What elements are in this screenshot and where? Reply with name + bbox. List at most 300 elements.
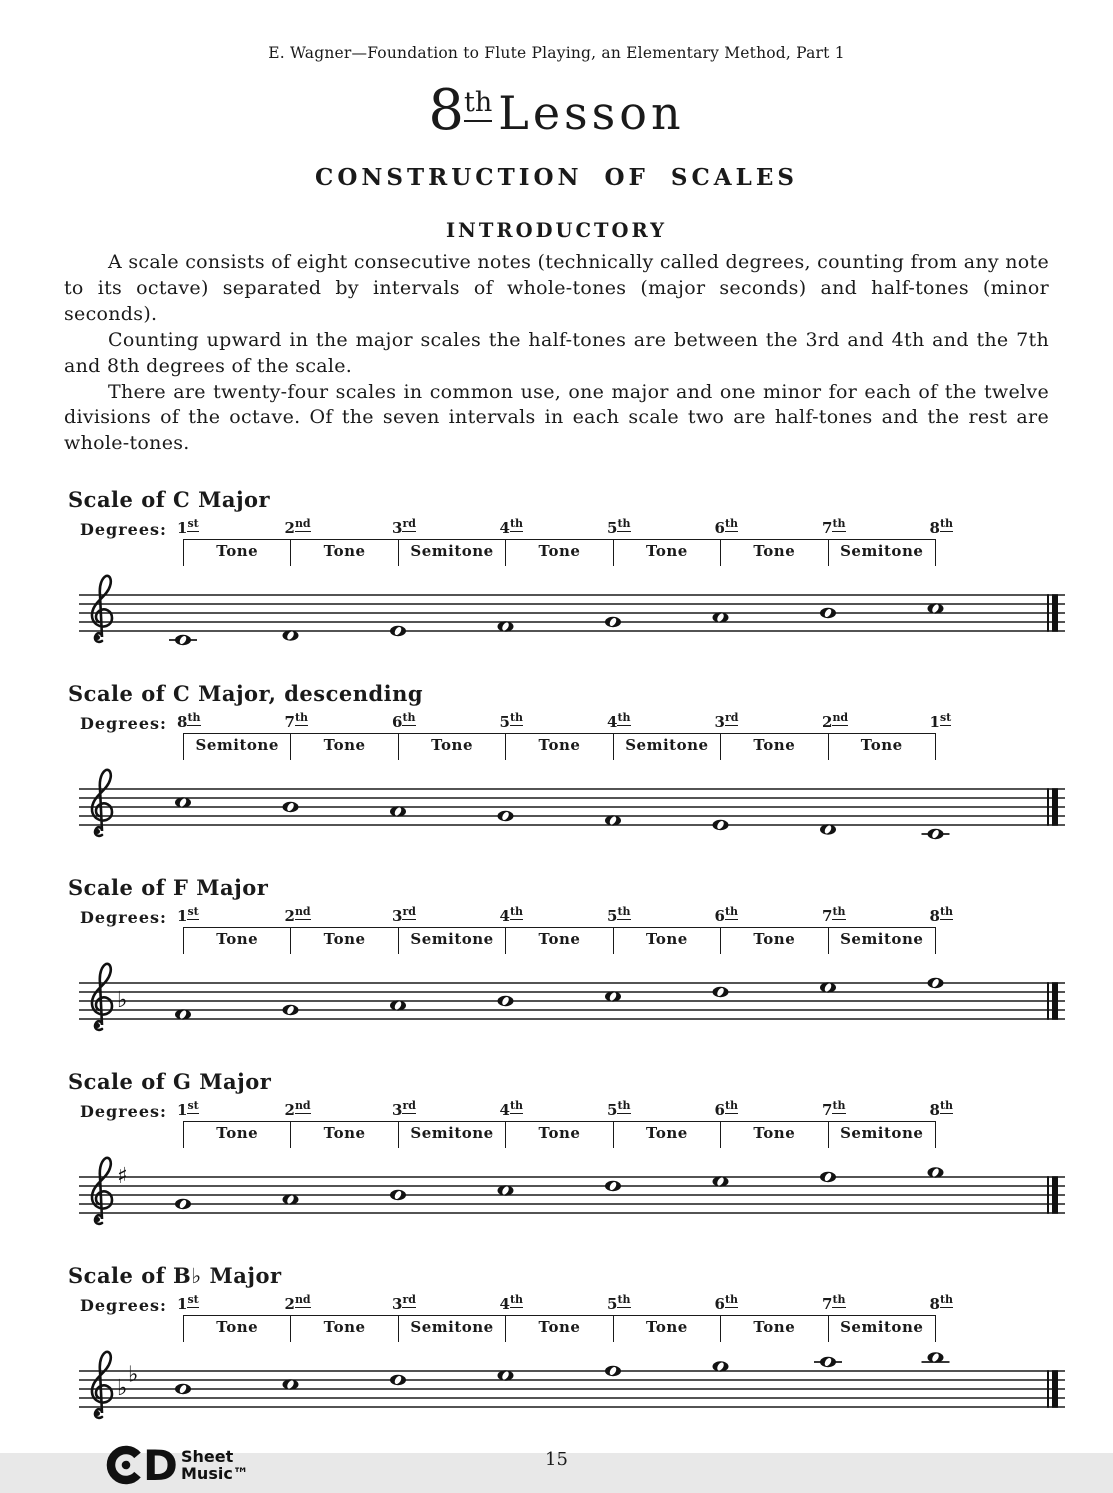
whole-note: [928, 1167, 944, 1177]
lesson-title: [64, 78, 1049, 143]
degree-number: 3: [714, 713, 725, 732]
introductory-heading: INTRODUCTORY: [445, 219, 668, 243]
degree-number: 1: [929, 713, 940, 732]
whole-note: [175, 797, 191, 807]
whole-note: [498, 811, 514, 821]
running-header: E. Wagner—Foundation to Flute Playing, an Elementary Method, Part 1: [268, 44, 845, 62]
interval-label: Semitone: [625, 736, 709, 755]
interval-label: Tone: [538, 930, 581, 949]
degree-suffix: th: [617, 1099, 631, 1113]
interval-cell: [828, 734, 936, 760]
degree-ordinal: [285, 518, 311, 537]
whole-note: [283, 1005, 299, 1015]
lesson-ordinal-suffix: th: [464, 87, 492, 122]
staff: [73, 1153, 1073, 1241]
logo-line2: Music™: [181, 1464, 249, 1484]
degree-ordinals: [177, 1293, 954, 1315]
degrees-row: [177, 711, 952, 760]
interval-label: Tone: [323, 1124, 366, 1143]
degree-ordinal: [715, 518, 739, 537]
interval-cell: [505, 928, 612, 954]
whole-note: [175, 1199, 191, 1209]
degree-ordinal: [392, 1100, 416, 1119]
interval-label: Tone: [323, 542, 366, 561]
degree-number: 1: [177, 519, 188, 538]
interval-label: Semitone: [410, 542, 494, 561]
degree-number: 3: [392, 519, 403, 538]
degree-number: 7: [822, 1295, 833, 1314]
degree-number: 7: [284, 713, 295, 732]
degree-suffix: th: [509, 517, 524, 531]
whole-note: [713, 1176, 729, 1186]
key-signature-accidental: ♭: [128, 1362, 139, 1388]
paragraph: Counting upward in the major scales the half-tones are between the 3rd and 4th and the 7th and 8th degrees of the scale.: [64, 328, 1049, 377]
whole-note: [390, 1190, 406, 1200]
degree-ordinal: [500, 1294, 524, 1313]
page-subtitle: CONSTRUCTION OF SCALES: [315, 164, 798, 192]
degree-number: 3: [392, 1295, 403, 1314]
degree-number: 4: [499, 1295, 510, 1314]
degree-number: 2: [284, 519, 295, 538]
whole-note: [922, 829, 950, 839]
degree-number: 8: [177, 713, 188, 732]
degree-number: 6: [714, 1101, 725, 1120]
degree-suffix: th: [832, 1293, 846, 1307]
degree-ordinals: [177, 517, 954, 539]
degree-number: 4: [499, 907, 510, 926]
whole-note: [820, 982, 836, 992]
interval-cell: [183, 1316, 290, 1342]
degree-ordinal: [715, 712, 739, 731]
degree-suffix: th: [509, 711, 524, 725]
whole-note: [283, 630, 299, 640]
degree-number: 5: [499, 713, 510, 732]
interval-cell: [720, 540, 827, 566]
degree-number: 5: [607, 1101, 618, 1120]
interval-cell: [613, 734, 720, 760]
interval-cell: [290, 1122, 397, 1148]
interval-cell: [183, 1122, 290, 1148]
whole-note: [498, 621, 514, 631]
whole-note: [713, 1361, 729, 1371]
scale-section: [64, 487, 1049, 659]
interval-label: Tone: [216, 542, 259, 561]
interval-cell: [720, 1316, 827, 1342]
degree-suffix: th: [509, 905, 524, 919]
degree-ordinal: [607, 906, 631, 925]
interval-label: Tone: [323, 1318, 366, 1337]
whole-note: [605, 1366, 621, 1376]
paragraph: A scale consists of eight consecutive notes (technically called degrees, counting from any note to its octave) separated by intervals of whole-tones (major seconds) and half-tones (minor seconds).: [64, 251, 1049, 326]
degree-ordinal: [930, 518, 954, 537]
scales-area: [64, 487, 1049, 1435]
staff-lines: [79, 1371, 1065, 1407]
interval-cell: [613, 1122, 720, 1148]
interval-label: Tone: [216, 1318, 259, 1337]
degree-ordinal: [177, 1294, 199, 1313]
logo-line1: Sheet: [181, 1447, 234, 1467]
degree-suffix: st: [187, 1099, 199, 1113]
interval-label: Tone: [431, 736, 473, 755]
whole-note: [498, 1185, 514, 1195]
staff: [73, 959, 1073, 1047]
degree-suffix: th: [509, 1099, 524, 1113]
degree-ordinal: [177, 712, 201, 731]
degree-suffix: th: [724, 905, 739, 919]
whole-note: [820, 608, 836, 618]
whole-note: [605, 617, 621, 627]
degrees-label: Degrees:: [80, 908, 167, 928]
whole-note: [283, 802, 299, 812]
degree-ordinal: [285, 906, 311, 925]
degree-ordinal: [500, 906, 524, 925]
degree-ordinal: [392, 1294, 416, 1313]
whole-note: [713, 987, 729, 997]
interval-label: Semitone: [840, 930, 924, 949]
whole-note: [498, 1370, 514, 1380]
interval-cell: [398, 734, 505, 760]
interval-cell: [398, 1316, 505, 1342]
interval-bracket: [183, 539, 936, 566]
degrees-row: [177, 1293, 954, 1342]
degree-ordinal: [392, 712, 416, 731]
interval-cell: [183, 734, 290, 760]
degrees-row: [177, 517, 954, 566]
interval-label: Tone: [645, 1124, 688, 1143]
page-number: 15: [545, 1449, 568, 1471]
degree-number: 2: [822, 713, 833, 732]
degree-number: 2: [284, 1101, 295, 1120]
degree-number: 5: [607, 1295, 618, 1314]
interval-label: Tone: [645, 1318, 688, 1337]
interval-label: Tone: [645, 542, 688, 561]
interval-label: Tone: [538, 1318, 581, 1337]
interval-label: Semitone: [410, 1124, 494, 1143]
whole-note: [713, 820, 729, 830]
degree-ordinal: [392, 906, 416, 925]
degree-suffix: rd: [402, 1293, 416, 1307]
treble-clef-icon: [92, 770, 112, 836]
whole-note: [390, 806, 406, 816]
degree-ordinal: [930, 1100, 954, 1119]
degree-number: 3: [392, 907, 403, 926]
degree-ordinal: [177, 518, 199, 537]
degree-suffix: nd: [294, 517, 311, 531]
degree-suffix: th: [617, 1293, 631, 1307]
staff-lines: [79, 789, 1065, 825]
degree-suffix: rd: [724, 711, 739, 725]
whole-note: [814, 1357, 842, 1367]
interval-cell: [828, 1122, 936, 1148]
scale-section: [64, 1069, 1049, 1241]
degree-suffix: th: [832, 517, 846, 531]
interval-label: Tone: [538, 736, 581, 755]
interval-cell: [290, 540, 397, 566]
whole-note: [169, 635, 197, 645]
degree-suffix: th: [509, 1293, 524, 1307]
degrees-label: Degrees:: [80, 1102, 167, 1122]
degree-ordinals: [177, 905, 954, 927]
scale-title: Scale of B♭ Major: [68, 1263, 282, 1289]
degree-suffix: th: [832, 905, 846, 919]
degree-suffix: st: [939, 711, 952, 725]
degree-number: 7: [822, 1101, 833, 1120]
treble-clef-icon: [92, 1158, 112, 1224]
interval-cell: [720, 734, 827, 760]
staff-lines: [79, 1177, 1065, 1213]
degree-suffix: th: [939, 905, 954, 919]
whole-note: [605, 815, 621, 825]
interval-label: Tone: [538, 1124, 581, 1143]
degree-suffix: th: [617, 905, 631, 919]
degree-suffix: th: [617, 517, 631, 531]
degree-suffix: st: [187, 1293, 199, 1307]
degree-ordinal: [285, 1100, 311, 1119]
whole-note: [713, 612, 729, 622]
whole-note: [928, 603, 944, 613]
degree-ordinal: [607, 712, 631, 731]
degree-suffix: th: [724, 1293, 739, 1307]
interval-cell: [505, 1316, 612, 1342]
scale-title: Scale of G Major: [68, 1069, 272, 1095]
degree-suffix: th: [294, 711, 309, 725]
degree-number: 7: [822, 907, 833, 926]
degree-suffix: rd: [402, 905, 416, 919]
interval-label: Tone: [538, 542, 581, 561]
key-signature-accidental: ♯: [117, 1164, 128, 1190]
staff-lines: [79, 595, 1065, 631]
scale-section: [64, 1263, 1049, 1435]
degree-suffix: st: [187, 517, 199, 531]
interval-label: Tone: [753, 930, 796, 949]
degree-suffix: th: [617, 711, 631, 725]
degree-suffix: th: [939, 517, 954, 531]
whole-note: [283, 1379, 299, 1389]
degree-number: 6: [714, 907, 725, 926]
whole-note: [922, 1352, 950, 1362]
degree-suffix: th: [724, 1099, 739, 1113]
degree-number: 3: [392, 1101, 403, 1120]
interval-cell: [398, 540, 505, 566]
degree-ordinal: [822, 906, 846, 925]
degree-ordinal: [607, 1100, 631, 1119]
interval-cell: [828, 1316, 936, 1342]
degree-number: 6: [714, 519, 725, 538]
whole-note: [498, 996, 514, 1006]
introductory-text: [64, 250, 1049, 457]
interval-label: Tone: [216, 1124, 259, 1143]
degrees-label: Degrees:: [80, 714, 167, 734]
degree-number: 2: [284, 907, 295, 926]
interval-label: Tone: [645, 930, 688, 949]
interval-bracket: [183, 733, 936, 760]
whole-note: [390, 1375, 406, 1385]
degree-number: 8: [929, 519, 940, 538]
degree-number: 4: [499, 1101, 510, 1120]
degree-ordinal: [715, 906, 739, 925]
paragraph: There are twenty-four scales in common use, one major and one minor for each of the twelve divisions of the octave. Of the seven intervals in each scale two are half-tones and the rest are whole-tones.: [64, 380, 1049, 455]
degree-number: 6: [714, 1295, 725, 1314]
whole-note: [390, 626, 406, 636]
staff-lines: [79, 983, 1065, 1019]
interval-label: Tone: [753, 542, 796, 561]
degrees-diagram: [64, 1294, 1049, 1346]
interval-bracket: [183, 927, 936, 954]
degree-ordinal: [822, 712, 848, 731]
whole-note: [928, 978, 944, 988]
interval-cell: [183, 928, 290, 954]
degree-ordinal: [177, 906, 199, 925]
interval-cell: [720, 928, 827, 954]
degrees-diagram: [64, 712, 1049, 764]
interval-label: Semitone: [840, 542, 924, 561]
interval-cell: [613, 928, 720, 954]
degree-ordinal: [822, 1100, 846, 1119]
scale-title: Scale of C Major: [68, 487, 271, 513]
interval-label: Semitone: [410, 1318, 494, 1337]
degree-ordinal: [930, 712, 952, 731]
interval-bracket: [183, 1121, 936, 1148]
interval-cell: [290, 1316, 397, 1342]
degree-ordinals: [177, 1099, 954, 1121]
interval-cell: [505, 540, 612, 566]
degree-number: 5: [607, 519, 618, 538]
interval-cell: [828, 928, 936, 954]
lesson-word: Lesson: [498, 86, 685, 140]
interval-label: Semitone: [195, 736, 279, 755]
degree-suffix: nd: [832, 711, 849, 725]
degree-number: 8: [929, 907, 940, 926]
degrees-diagram: [64, 906, 1049, 958]
whole-note: [605, 1181, 621, 1191]
degree-suffix: th: [724, 517, 739, 531]
degree-suffix: nd: [294, 905, 311, 919]
degree-number: 4: [499, 519, 510, 538]
interval-cell: [505, 1122, 612, 1148]
degree-suffix: rd: [402, 1099, 416, 1113]
degree-number: 4: [607, 713, 618, 732]
interval-cell: [613, 1316, 720, 1342]
degree-suffix: nd: [294, 1293, 311, 1307]
interval-cell: [398, 928, 505, 954]
degree-suffix: th: [187, 711, 201, 725]
whole-note: [820, 1172, 836, 1182]
staff: [73, 1347, 1073, 1435]
interval-label: Semitone: [410, 930, 494, 949]
interval-label: Tone: [860, 736, 903, 755]
degree-number: 8: [929, 1101, 940, 1120]
interval-label: Tone: [753, 1318, 796, 1337]
degree-suffix: rd: [402, 517, 416, 531]
degree-number: 2: [284, 1295, 295, 1314]
treble-clef-icon: [92, 1352, 112, 1418]
degree-number: 6: [392, 713, 403, 732]
interval-label: Semitone: [840, 1124, 924, 1143]
degree-ordinal: [500, 712, 524, 731]
degrees-row: [177, 1099, 954, 1148]
interval-cell: [613, 540, 720, 566]
key-signature-accidental: ♭: [117, 988, 128, 1014]
degree-ordinal: [822, 1294, 846, 1313]
degree-number: 8: [929, 1295, 940, 1314]
degrees-diagram: [64, 1100, 1049, 1152]
logo-d: D: [143, 1441, 178, 1491]
interval-label: Tone: [216, 930, 259, 949]
scale-section: [64, 875, 1049, 1047]
lesson-number: 8: [428, 78, 465, 143]
degree-number: 1: [177, 907, 188, 926]
interval-cell: [290, 734, 397, 760]
degree-number: 1: [177, 1101, 188, 1120]
degree-ordinal: [607, 518, 631, 537]
degree-ordinal: [392, 518, 416, 537]
degree-ordinal: [500, 518, 524, 537]
degree-number: 7: [822, 519, 833, 538]
degree-ordinal: [285, 712, 309, 731]
interval-cell: [290, 928, 397, 954]
interval-label: Tone: [323, 736, 366, 755]
whole-note: [605, 991, 621, 1001]
interval-label: Tone: [753, 736, 796, 755]
degree-suffix: nd: [294, 1099, 311, 1113]
degree-suffix: th: [939, 1099, 954, 1113]
whole-note: [820, 824, 836, 834]
degree-ordinal: [715, 1100, 739, 1119]
interval-label: Tone: [323, 930, 366, 949]
degree-ordinal: [285, 1294, 311, 1313]
degrees-label: Degrees:: [80, 520, 167, 540]
interval-label: Tone: [753, 1124, 796, 1143]
degree-suffix: th: [402, 711, 416, 725]
scale-title: Scale of C Major, descending: [68, 681, 424, 707]
staff: [73, 765, 1073, 853]
degree-suffix: th: [939, 1293, 954, 1307]
interval-bracket: [183, 1315, 936, 1342]
treble-clef-icon: [92, 576, 112, 642]
whole-note: [175, 1009, 191, 1019]
interval-cell: [720, 1122, 827, 1148]
degree-ordinal: [715, 1294, 739, 1313]
interval-cell: [828, 540, 936, 566]
degree-ordinal: [822, 518, 846, 537]
degrees-diagram: [64, 518, 1049, 570]
interval-cell: [183, 540, 290, 566]
degree-ordinal: [930, 1294, 954, 1313]
treble-clef-icon: [92, 964, 112, 1030]
degree-ordinal: [177, 1100, 199, 1119]
page-footer: [64, 1441, 1049, 1493]
degree-ordinals: [177, 711, 952, 733]
degree-ordinal: [500, 1100, 524, 1119]
staff: [73, 571, 1073, 659]
interval-label: Semitone: [840, 1318, 924, 1337]
whole-note: [175, 1384, 191, 1394]
key-signature-accidental: ♭: [117, 1376, 128, 1402]
scale-title: Scale of F Major: [68, 875, 269, 901]
degrees-row: [177, 905, 954, 954]
interval-cell: [398, 1122, 505, 1148]
degree-suffix: th: [832, 1099, 846, 1113]
whole-note: [283, 1194, 299, 1204]
whole-note: [390, 1000, 406, 1010]
degrees-label: Degrees:: [80, 1296, 167, 1316]
degree-suffix: st: [187, 905, 199, 919]
degree-ordinal: [930, 906, 954, 925]
degree-number: 1: [177, 1295, 188, 1314]
degree-ordinal: [607, 1294, 631, 1313]
degree-number: 5: [607, 907, 618, 926]
interval-cell: [505, 734, 612, 760]
